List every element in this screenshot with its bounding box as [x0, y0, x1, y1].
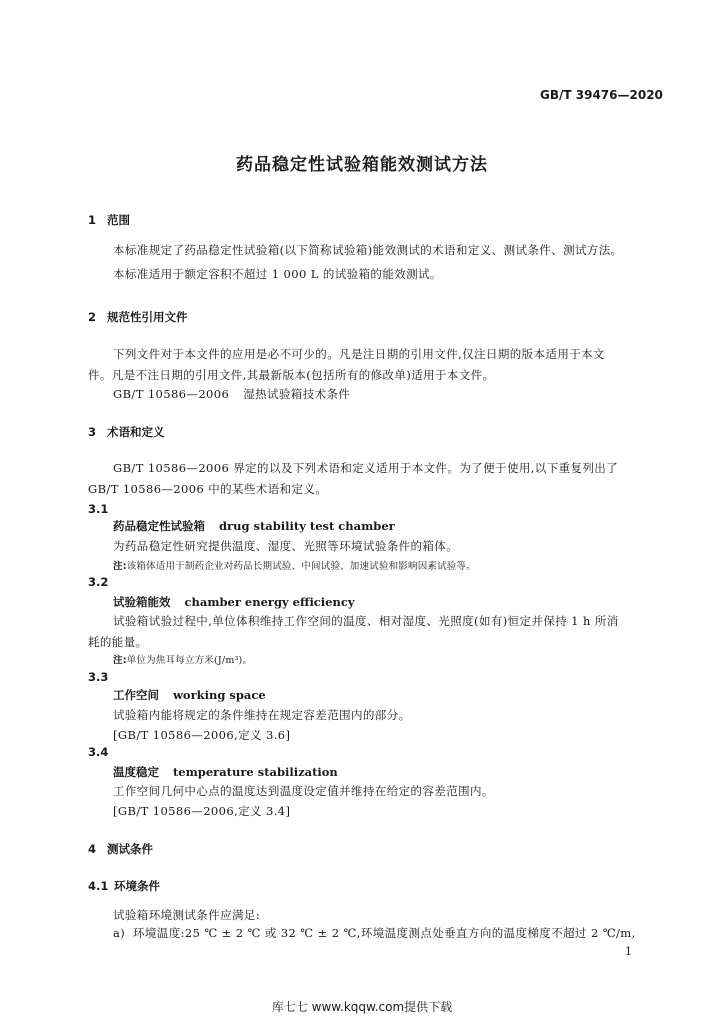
term-heading — [113, 518, 395, 534]
term-definition: 试验箱内能将规定的条件维持在规定容差范围内的部分。 — [113, 708, 411, 722]
term-zh: 药品稳定性试验箱 — [113, 519, 205, 533]
subsection-intro: 试验箱环境测试条件应满足: — [113, 908, 261, 922]
list-item-text: 环境温度:25 ℃ ± 2 ℃ 或 32 ℃ ± 2 ℃,环境温度测点处垂直方向的温度梯度不超过 2 ℃/m, — [133, 926, 636, 940]
term-note — [113, 652, 252, 666]
section-3-heading — [88, 424, 165, 440]
section-2-heading — [88, 309, 188, 325]
section-number: 2 — [88, 310, 97, 324]
reference-code: GB/T 10586—2006 — [113, 387, 230, 401]
term-en: drug stability test chamber — [219, 519, 395, 533]
document-title: 药品稳定性试验箱能效测试方法 — [236, 155, 488, 175]
subsection-title: 环境条件 — [114, 879, 160, 893]
section-title: 规范性引用文件 — [107, 310, 188, 324]
section-title: 范围 — [107, 213, 130, 227]
term-en: working space — [173, 688, 266, 702]
section-3-para-line-2: GB/T 10586—2006 中的某些术语和定义。 — [88, 482, 328, 496]
section-3-para-line-1: GB/T 10586—2006 界定的以及下列术语和定义适用于本文件。为了便于使用,以下重复列出了 — [113, 461, 619, 475]
section-title: 测试条件 — [107, 842, 153, 856]
note-text: 该箱体适用于制药企业对药品长期试验、中间试验、加速试验和影响因素试验等。 — [126, 561, 476, 572]
section-1-heading — [88, 212, 130, 228]
normative-reference — [113, 386, 350, 402]
section-1-para-1: 本标准规定了药品稳定性试验箱(以下简称试验箱)能效测试的术语和定义、测试条件、测试方法。 — [113, 243, 623, 257]
page-number: 1 — [625, 945, 632, 958]
section-2-para-line-2: 件。凡是不注日期的引用文件,其最新版本(包括所有的修改单)适用于本文件。 — [88, 368, 495, 382]
list-marker: a) — [113, 926, 126, 940]
subsection-number: 4.1 — [88, 879, 109, 893]
section-number: 1 — [88, 213, 97, 227]
term-note — [113, 558, 476, 572]
term-heading — [113, 687, 266, 703]
section-1-para-2: 本标准适用于额定容积不超过 1 000 L 的试验箱的能效测试。 — [113, 267, 442, 281]
section-2-para-line-1: 下列文件对于本文件的应用是必不可少的。凡是注日期的引用文件,仅注日期的版本适用于本文 — [113, 347, 605, 361]
term-definition: 工作空间几何中心点的温度达到温度设定值并维持在给定的容差范围内。 — [113, 784, 494, 798]
subsection-4-1-heading — [88, 878, 160, 894]
term-zh: 试验箱能效 — [113, 595, 171, 609]
section-number: 3 — [88, 425, 97, 439]
term-source: [GB/T 10586—2006,定义 3.6] — [113, 728, 291, 742]
term-source: [GB/T 10586—2006,定义 3.4] — [113, 804, 291, 818]
term-number: 3.1 — [88, 502, 109, 516]
term-zh: 工作空间 — [113, 688, 159, 702]
note-text: 单位为焦耳每立方米(J/m³)。 — [126, 655, 253, 666]
term-number: 3.2 — [88, 575, 109, 589]
term-number: 3.4 — [88, 745, 109, 759]
section-4-heading — [88, 841, 153, 857]
term-definition: 为药品稳定性研究提供温度、湿度、光照等环境试验条件的箱体。 — [113, 539, 459, 553]
list-item-a — [113, 925, 636, 941]
term-number: 3.3 — [88, 670, 109, 684]
term-definition-line-2: 耗的能量。 — [88, 635, 148, 649]
term-heading — [113, 594, 355, 610]
standard-code: GB/T 39476—2020 — [540, 88, 663, 102]
section-title: 术语和定义 — [107, 425, 165, 439]
download-footer: 库七七 www.kqqw.com提供下载 — [271, 1000, 453, 1014]
term-en: temperature stabilization — [173, 765, 338, 779]
term-heading — [113, 764, 338, 780]
term-en: chamber energy efficiency — [184, 595, 355, 609]
reference-title: 湿热试验箱技术条件 — [243, 387, 351, 401]
term-zh: 温度稳定 — [113, 765, 159, 779]
section-number: 4 — [88, 842, 97, 856]
note-label: 注: — [113, 561, 127, 572]
term-definition-line-1: 试验箱试验过程中,单位体积维持工作空间的温度、相对湿度、光照度(如有)恒定并保持 1 h 所消 — [113, 614, 619, 628]
note-label: 注: — [113, 655, 127, 666]
